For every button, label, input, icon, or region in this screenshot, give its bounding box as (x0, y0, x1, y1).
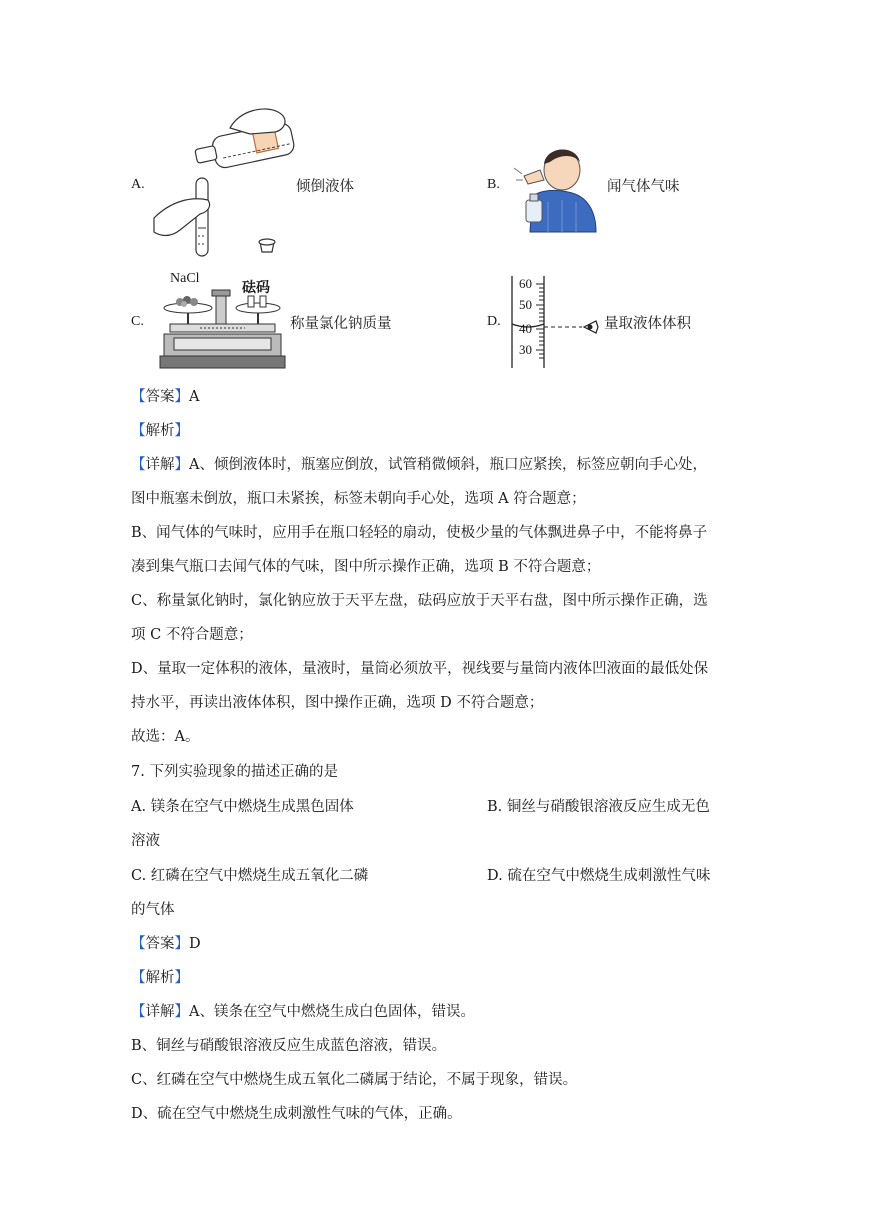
detail-text: A、倾倒液体时，瓶塞应倒放，试管稍微倾斜，瓶口应紧挨，标签应朝向手心处， (189, 457, 707, 473)
detail-text: A、镁条在空气中燃烧生成白色固体，错误。 (189, 1004, 475, 1020)
q7-option-b: B. 铜丝与硝酸银溶液反应生成无色 (487, 799, 710, 815)
q6-detail-line-5: C、称量氯化钠时，氯化钠应放于天平左盘，砝码应放于天平右盘，图中所示操作正确，选 (131, 593, 708, 609)
pouring-liquid-illustration (150, 100, 300, 270)
option-d-letter: D. (487, 314, 501, 329)
q7-detail-line-1 (131, 1000, 475, 1021)
answer-label: 答案 (145, 936, 175, 952)
q6-detail-line-1 (131, 453, 707, 474)
balance-scale-illustration (160, 286, 285, 372)
analysis-bracket-close: 】 (174, 423, 189, 439)
answer-bracket-close: 】 (174, 389, 189, 405)
detail-bracket-open: 【 (131, 457, 146, 473)
option-b-caption: 闻气体气味 (607, 179, 680, 195)
detail-bracket-close: 】 (174, 1004, 189, 1020)
option-c-letter: C. (131, 314, 144, 329)
answer-label: 答案 (145, 389, 175, 405)
analysis-label: 解析 (145, 423, 175, 439)
cylinder-tick-40: 40 (519, 321, 532, 336)
answer-value: A (189, 389, 200, 405)
option-d-caption: 量取液体体积 (604, 316, 691, 332)
answer-bracket-open: 【 (131, 389, 146, 405)
detail-bracket-close: 】 (174, 457, 189, 473)
cylinder-tick-60: 60 (519, 276, 532, 291)
detail-label: 详解 (145, 457, 175, 473)
q7-option-d-continued: 的气体 (131, 902, 175, 918)
detail-bracket-open: 【 (131, 1004, 146, 1020)
option-c-caption: 称量氯化钠质量 (290, 316, 392, 332)
q7-analysis-heading (131, 966, 189, 987)
q7-option-c: C. 红磷在空气中燃烧生成五氧化二磷 (131, 868, 369, 884)
analysis-bracket-open: 【 (131, 970, 146, 986)
q6-detail-line-6: 项 C 不符合题意； (131, 627, 253, 643)
q7-option-a: A. 镁条在空气中燃烧生成黑色固体 (131, 799, 354, 815)
option-b-letter: B. (487, 177, 500, 192)
q6-detail-line-7: D、量取一定体积的液体，量液时，量筒必须放平，视线要与量筒内液体凹液面的最低处保 (131, 661, 709, 677)
answer-bracket-open: 【 (131, 936, 146, 952)
q6-detail-line-8: 持水平，再读出液体体积，图中操作正确，选项 D 不符合题意； (131, 695, 544, 711)
q7-stem: 7. 下列实验现象的描述正确的是 (131, 764, 338, 780)
cylinder-tick-50: 50 (519, 297, 532, 312)
answer-bracket-close: 】 (174, 936, 189, 952)
q7-option-b-continued: 溶液 (131, 833, 160, 849)
q7-detail-line-4: D、硫在空气中燃烧生成刺激性气味的气体，正确。 (131, 1106, 462, 1122)
q6-detail-line-3: B、闻气体的气味时，应用手在瓶口轻轻的扇动，使极少量的气体飘进鼻子中，不能将鼻子 (131, 525, 708, 541)
analysis-label: 解析 (145, 970, 175, 986)
balance-weights-label: 砝码 (242, 280, 270, 296)
q6-detail-line-9: 故选：A。 (131, 729, 200, 745)
q6-answer-line (131, 385, 199, 406)
q7-detail-line-3: C、红磷在空气中燃烧生成五氧化二磷属于结论，不属于现象，错误。 (131, 1072, 578, 1088)
cylinder-tick-30: 30 (519, 342, 532, 357)
q7-answer-line (131, 932, 201, 953)
analysis-bracket-close: 】 (174, 970, 189, 986)
q6-detail-line-2: 图中瓶塞未倒放，瓶口未紧挨，标签未朝向手心处，选项 A 符合题意； (131, 491, 586, 507)
detail-label: 详解 (145, 1004, 175, 1020)
q6-detail-line-4: 凑到集气瓶口去闻气体的气味，图中所示操作正确，选项 B 不符合题意； (131, 559, 601, 575)
smelling-gas-illustration (510, 140, 600, 235)
option-a-caption: 倾倒液体 (296, 179, 354, 195)
balance-nacl-label: NaCl (170, 271, 200, 286)
q7-detail-line-2: B、铜丝与硝酸银溶液反应生成蓝色溶液，错误。 (131, 1038, 447, 1054)
option-a-letter: A. (131, 177, 145, 192)
q7-option-d: D. 硫在空气中燃烧生成刺激性气味 (487, 868, 711, 884)
q6-analysis-heading (131, 419, 189, 440)
analysis-bracket-open: 【 (131, 423, 146, 439)
answer-value: D (189, 936, 201, 952)
